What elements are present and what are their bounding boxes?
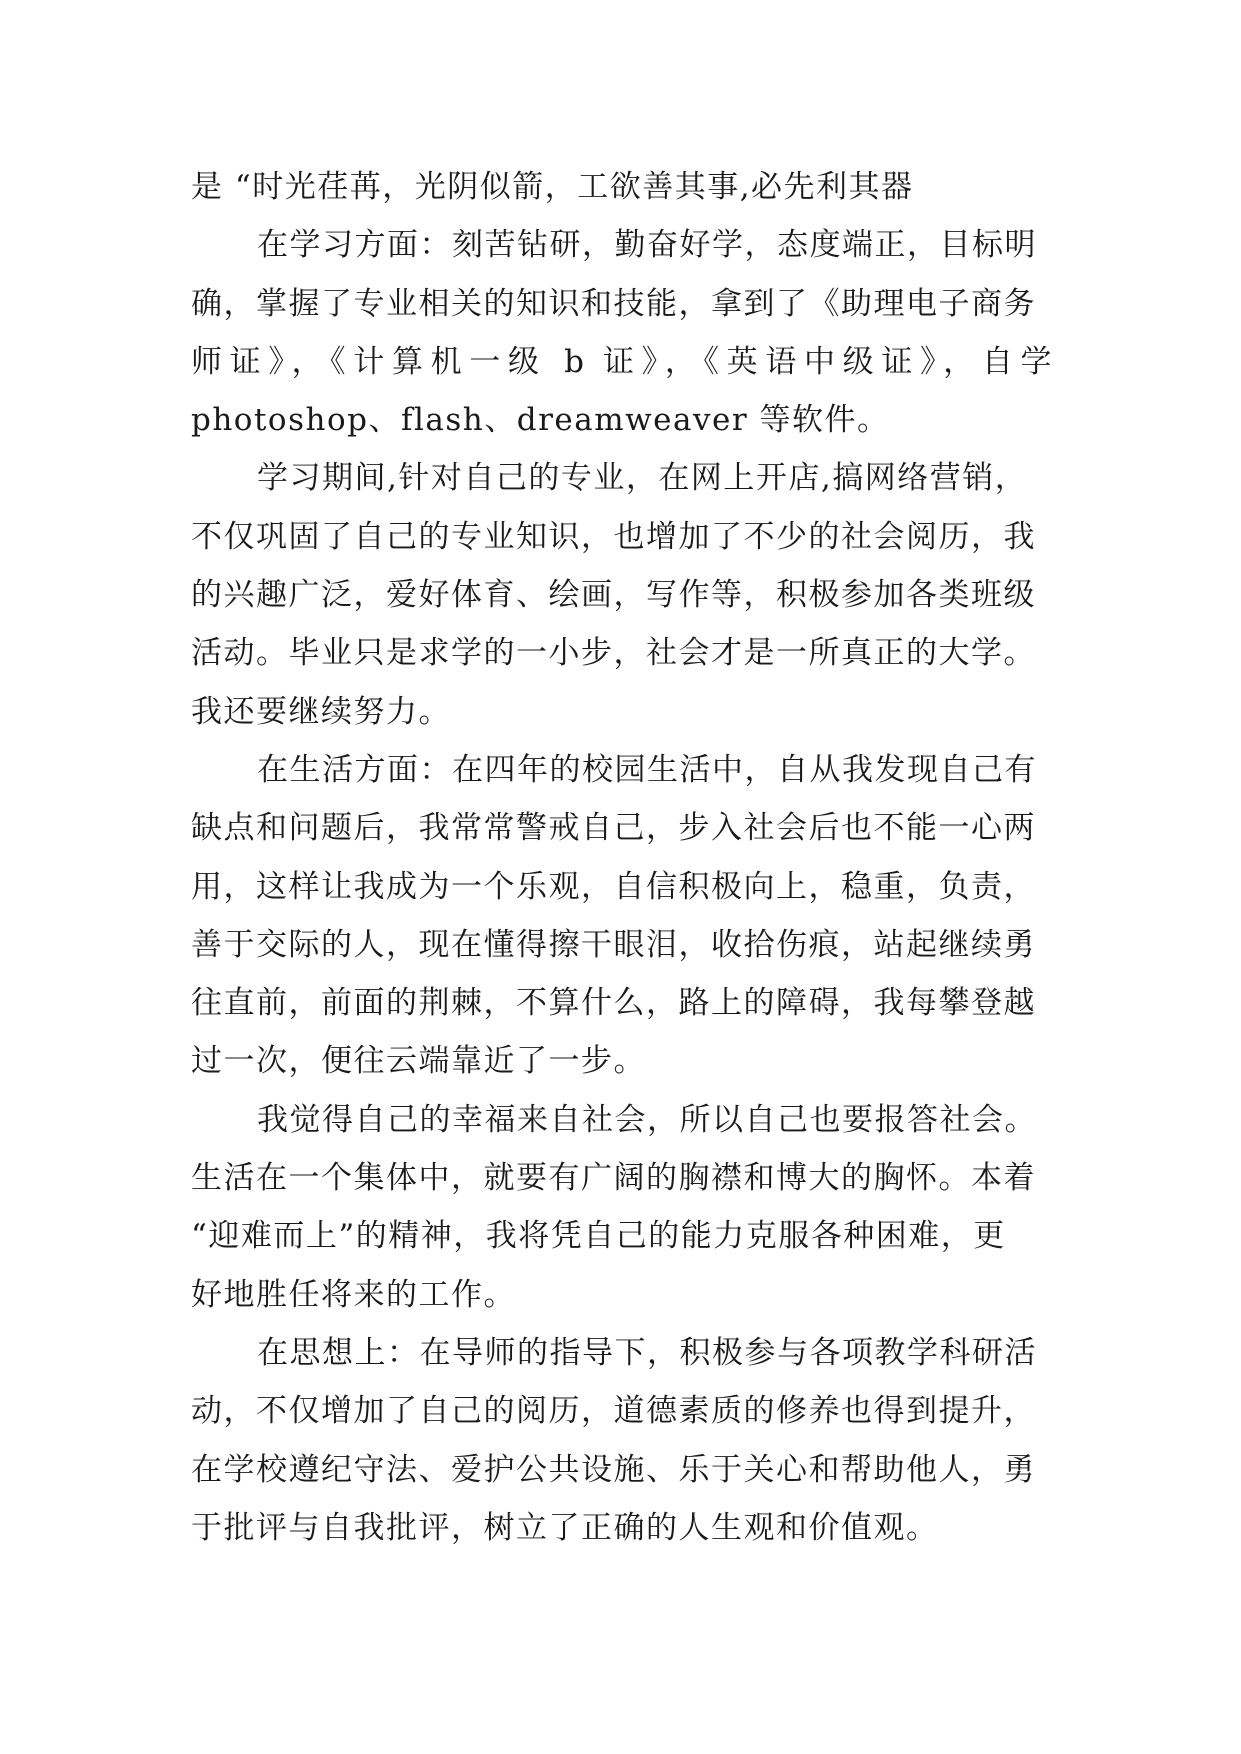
- text-line: 的兴趣广泛，爱好体育、绘画，写作等，积极参加各类班级: [191, 577, 1036, 614]
- text-line: 师证》，《计算机一级 b 证》，《英语中级证》，自学: [191, 343, 1053, 380]
- document-body: [191, 158, 1053, 1557]
- text-line: 生活在一个集体中，就要有广阔的胸襟和博大的胸怀。本着: [191, 1160, 1036, 1197]
- text-line: 好地胜任将来的工作。: [191, 1276, 516, 1313]
- paragraph-first-line: 在思想上：在导师的指导下，积极参与各项教学科研活: [257, 1334, 1037, 1371]
- text-line: 于批评与自我批评，树立了正确的人生观和价值观。: [191, 1509, 939, 1546]
- paragraph-first-line: 我觉得自己的幸福来自社会，所以自己也要报答社会。: [257, 1101, 1037, 1138]
- text-line: 善于交际的人，现在懂得擦干眼泪，收拾伤痕，站起继续勇: [191, 926, 1036, 963]
- text-line: 在学校遵纪守法、爱护公共设施、乐于关心和帮助他人，勇: [191, 1451, 1036, 1488]
- text-line: 缺点和问题后，我常常警戒自己，步入社会后也不能一心两: [191, 810, 1036, 847]
- text-line: 用，这样让我成为一个乐观，自信积极向上，稳重，负责，: [191, 868, 1036, 905]
- text-line: 不仅巩固了自己的专业知识，也增加了不少的社会阅历，我: [191, 518, 1036, 555]
- text-line: 我还要继续努力。: [191, 693, 451, 730]
- paragraph-first-line: 在生活方面：在四年的校园生活中，自从我发现自己有: [257, 751, 1037, 788]
- text-line: 往直前，前面的荆棘，不算什么，路上的障碍，我每攀登越: [191, 985, 1036, 1022]
- text-line: 过一次，便往云端靠近了一步。: [191, 1043, 646, 1080]
- text-line: 活动。毕业只是求学的一小步，社会才是一所真正的大学。: [191, 635, 1036, 672]
- text-line: “迎难而上”的精神，我将凭自己的能力克服各种困难，更: [191, 1218, 1006, 1255]
- paragraph-first-line: 学习期间,针对自己的专业，在网上开店,搞网络营销，: [257, 460, 1028, 497]
- text-line: photoshop、flash、dreamweaver 等软件。: [191, 402, 890, 439]
- text-line: 动，不仅增加了自己的阅历，道德素质的修养也得到提升，: [191, 1393, 1036, 1430]
- paragraph-first-line: 在学习方面：刻苦钻研，勤奋好学，态度端正，目标明: [257, 227, 1037, 264]
- text-line: 是 “时光荏苒，光阴似箭，工欲善其事,必先利其器: [191, 169, 914, 205]
- text-line: 确，掌握了专业相关的知识和技能，拿到了《助理电子商务: [191, 285, 1036, 322]
